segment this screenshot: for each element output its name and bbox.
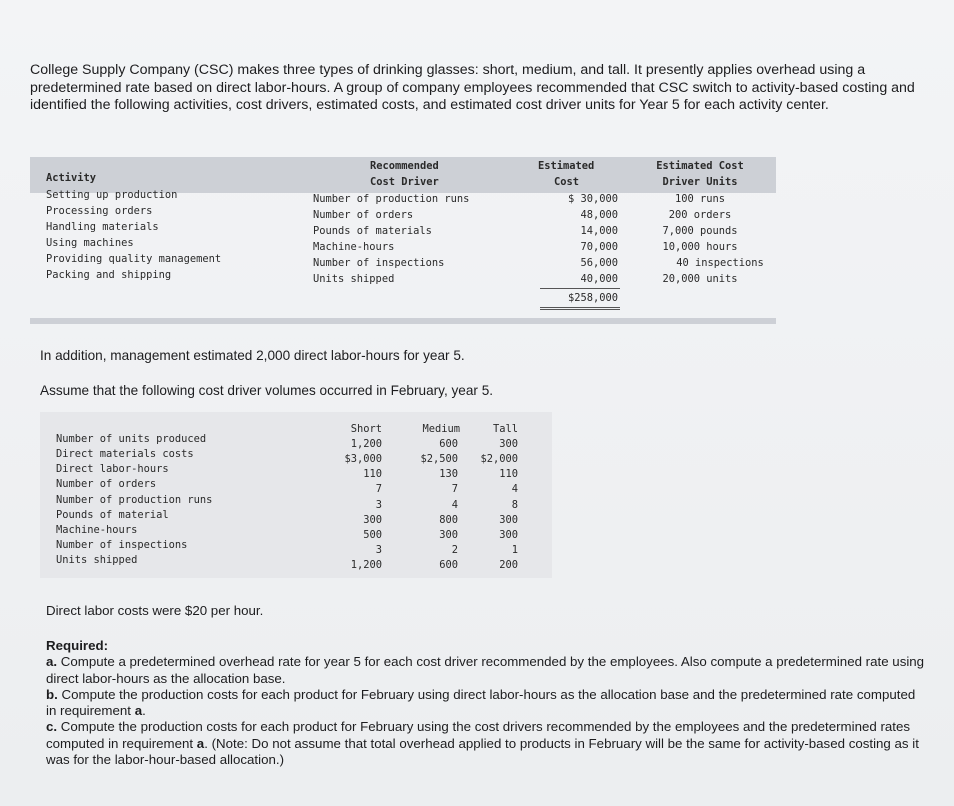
row-4-driver: Machine-hours <box>313 241 395 253</box>
intro-paragraph: College Supply Company (CSC) makes three types of drinking glasses: short, medium, and tall. It presently applies overhead using a predetermined rate based on direct labor-hours. A group of company employees recommended that CSC switch to activity-based costing and identified the following activities, cost drivers, estimated costs, and estimated cost driver units for Year 5 for each activity center. <box>30 62 915 113</box>
vol-row-2-medium: $2,500 <box>420 453 458 465</box>
vol-row-5-short: 3 <box>375 499 382 511</box>
volume-table <box>40 412 552 578</box>
requirement-c: c. Compute the production costs for each product for February using the cost drivers recommended by the employees and the predetermined rates computed in requirement a. (Note: Do not assume that total overhead applied to products in February will be the same for activity-based costing as it was for the labor-hour-based allocation.) <box>46 719 919 768</box>
requirement-a-label: a. <box>46 654 58 670</box>
vol-row-9-tall: 200 <box>499 559 518 571</box>
vol-row-8-short: 3 <box>375 544 382 556</box>
para-labor-hours: In addition, management estimated 2,000 direct labor-hours for year 5. <box>40 348 465 363</box>
vol-row-1-tall: 300 <box>499 438 518 450</box>
col-short: Short <box>350 423 382 435</box>
vol-row-5-tall: 8 <box>511 499 518 511</box>
vol-row-1-short: 1,200 <box>350 438 382 450</box>
row-1-units: 100 runs <box>674 193 726 205</box>
requirement-c-label: c. <box>46 719 58 735</box>
vol-row-7-label: Machine-hours <box>56 524 138 536</box>
vol-row-9-label: Units shipped <box>56 554 138 566</box>
vol-row-3-medium: 130 <box>439 468 458 480</box>
row-6-units: 20,000 units <box>662 273 738 285</box>
header-units-line2: Driver Units <box>662 176 738 188</box>
requirement-b-ref: a <box>134 703 143 719</box>
vol-row-6-label: Pounds of material <box>56 509 169 521</box>
vol-row-2-short: $3,000 <box>344 453 382 465</box>
vol-row-8-tall: 1 <box>511 544 518 556</box>
vol-row-6-medium: 800 <box>439 514 458 526</box>
header-driver-line2: Cost Driver <box>370 176 439 188</box>
row-4-activity: Using machines <box>46 237 134 249</box>
row-6-activity: Packing and shipping <box>46 269 172 281</box>
vol-row-3-short: 110 <box>363 468 382 480</box>
total-rule <box>540 288 620 289</box>
requirement-a <box>46 654 926 687</box>
vol-row-2-label: Direct materials costs <box>56 448 194 460</box>
vol-row-1-medium: 600 <box>439 438 458 450</box>
para-assume: Assume that the following cost driver volumes occurred in February, year 5. <box>40 383 494 398</box>
vol-row-8-label: Number of inspections <box>56 539 188 551</box>
row-3-driver: Pounds of materials <box>313 225 432 237</box>
vol-row-9-medium: 600 <box>439 559 458 571</box>
row-3-cost: 14,000 <box>580 225 618 237</box>
activity-table-bottom-band <box>30 318 776 324</box>
row-2-cost: 48,000 <box>580 209 618 221</box>
vol-row-2-tall: $2,000 <box>480 453 518 465</box>
col-tall: Tall <box>492 423 518 435</box>
vol-row-6-tall: 300 <box>499 514 518 526</box>
row-1-activity: Setting up production <box>46 189 178 201</box>
vol-row-8-medium: 2 <box>451 544 458 556</box>
row-3-units: 7,000 pounds <box>662 225 738 237</box>
row-5-units: 40 inspections <box>676 257 764 269</box>
vol-row-3-tall: 110 <box>499 468 518 480</box>
requirement-b-label: b. <box>46 686 58 702</box>
row-5-activity: Providing quality management <box>46 253 222 265</box>
row-4-cost: 70,000 <box>580 241 618 253</box>
header-driver-line1: Recommended <box>370 160 439 172</box>
header-units-line1: Estimated Cost <box>656 160 744 172</box>
vol-row-7-medium: 300 <box>439 529 458 541</box>
required-title: Required: <box>46 638 109 653</box>
total-double-rule-2 <box>540 309 620 310</box>
vol-row-5-medium: 4 <box>451 499 458 511</box>
requirement-c-text: Compute the production costs for each product for February using the cost drivers recommended by the employees and the predetermined rates computed in requirement <box>46 719 911 751</box>
total-cost: $258,000 <box>567 292 618 304</box>
vol-row-1-label: Number of units produced <box>56 433 207 445</box>
header-activity: Activity <box>46 172 97 184</box>
required-section <box>46 638 926 768</box>
row-1-cost: $ 30,000 <box>567 193 618 205</box>
vol-row-6-short: 300 <box>363 514 382 526</box>
row-3-activity: Handling materials <box>46 221 159 233</box>
vol-row-7-short: 500 <box>363 529 382 541</box>
requirement-c-ref: a <box>196 735 205 751</box>
header-cost-line1: Estimated <box>538 160 595 172</box>
row-2-activity: Processing orders <box>46 205 153 217</box>
row-5-driver: Number of inspections <box>313 257 445 269</box>
activity-table <box>30 154 776 324</box>
header-cost-line2: Cost <box>554 176 580 188</box>
labor-cost-note: Direct labor costs were $20 per hour. <box>46 603 264 618</box>
row-2-units: 200 orders <box>668 209 732 221</box>
vol-row-4-tall: 4 <box>511 483 518 495</box>
vol-row-3-label: Direct labor-hours <box>56 463 169 475</box>
requirement-b: b. Compute the production costs for each product for February using direct labor-hours as the allocation base and the predetermined rate computed in requirement a. <box>46 686 916 719</box>
vol-row-4-short: 7 <box>375 483 382 495</box>
row-4-units: 10,000 hours <box>662 241 738 253</box>
row-6-cost: 40,000 <box>580 273 618 285</box>
vol-row-9-short: 1,200 <box>350 559 382 571</box>
row-5-cost: 56,000 <box>580 257 618 269</box>
vol-row-7-tall: 300 <box>499 529 518 541</box>
requirement-a-text: Compute a predetermined overhead rate for year 5 for each cost driver recommended by the employees. Also compute a predetermined rate using direct labor-hours as the allocation base. <box>46 654 925 686</box>
vol-row-4-medium: 7 <box>451 483 458 495</box>
total-double-rule-1 <box>540 307 620 308</box>
vol-row-5-label: Number of production runs <box>56 494 213 506</box>
requirement-b-text: Compute the production costs for each product for February using direct labor-hours as the allocation base and the predetermined rate computed in requirement <box>46 686 916 719</box>
row-6-driver: Units shipped <box>313 273 395 285</box>
col-medium: Medium <box>422 423 460 435</box>
row-2-driver: Number of orders <box>313 209 414 221</box>
row-1-driver: Number of production runs <box>313 193 470 205</box>
requirement-c-note: (Note: Do not assume that total overhead applied to products in February will be the same for activity-based costing as it was for the labor-hour-based allocation.) <box>46 735 919 768</box>
vol-row-4-label: Number of orders <box>56 478 157 490</box>
